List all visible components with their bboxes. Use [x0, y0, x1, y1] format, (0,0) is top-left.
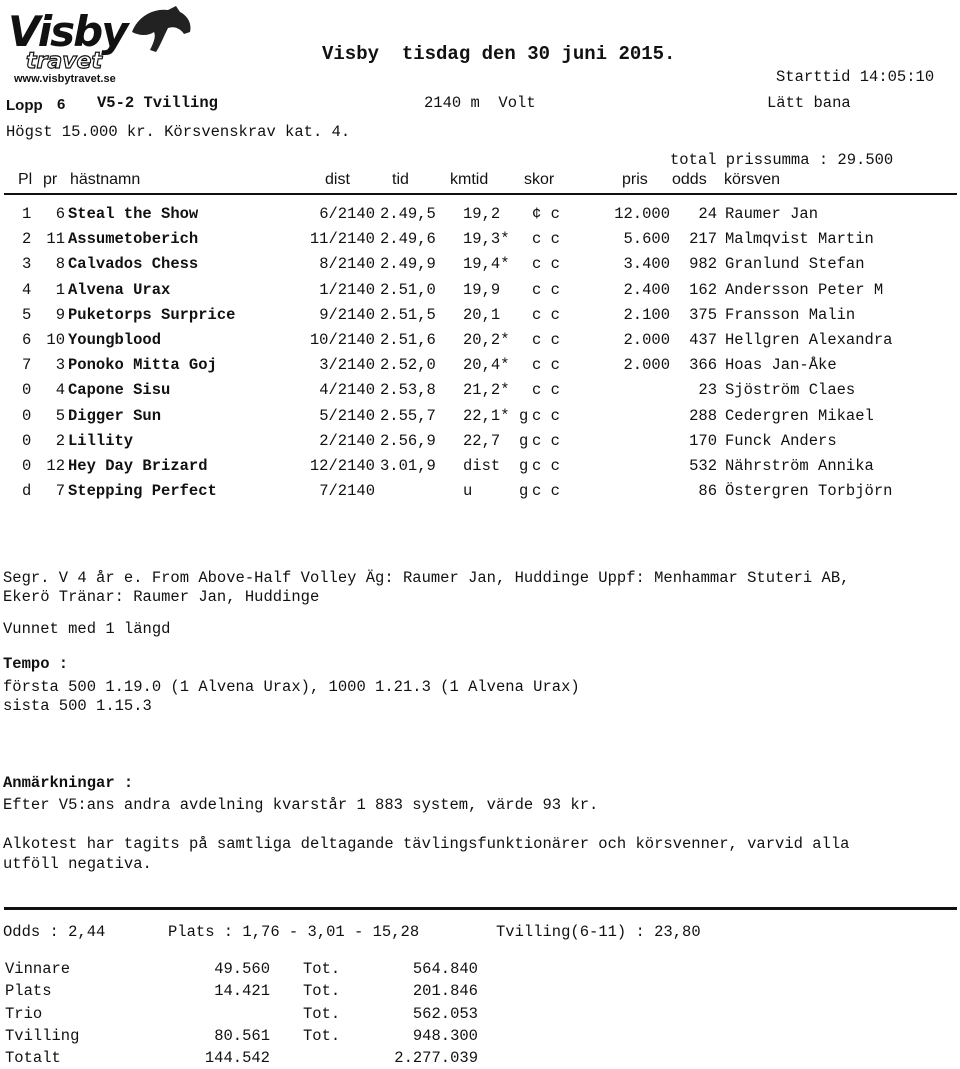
- tempo-heading: Tempo :: [3, 655, 69, 673]
- cell-driver: Hellgren Alexandra: [725, 331, 893, 349]
- cell-odds: 86: [698, 482, 717, 501]
- cell-pl: 0: [22, 406, 32, 425]
- track-condition: Lätt bana: [767, 94, 851, 112]
- turnover-total: 2.277.039: [394, 1049, 478, 1068]
- turnover-label: Tvilling: [5, 1026, 80, 1045]
- turnover-label: Totalt: [5, 1049, 61, 1068]
- cell-dist: 11/2140: [309, 230, 375, 249]
- cell-driver: Nährström Annika: [725, 457, 874, 475]
- turnover-tot-label: Tot.: [303, 982, 341, 1001]
- cell-pl: 6: [22, 331, 32, 349]
- cell-kmtid: 22,1*: [463, 406, 510, 425]
- cell-tid: 2.53,8: [380, 381, 436, 400]
- turnover-tot-label: Tot.: [303, 960, 341, 978]
- col-name: hästnamn: [70, 171, 141, 188]
- page-title: Visby tisdag den 30 juni 2015.: [322, 43, 676, 65]
- cell-skor: c c: [532, 255, 560, 274]
- cell-pr: 1: [55, 280, 65, 299]
- cell-pris: 3.400: [623, 255, 670, 274]
- table-row: [0, 381, 960, 401]
- cell-pl: 5: [22, 305, 32, 324]
- table-row: [0, 407, 960, 427]
- cell-odds: 170: [689, 431, 717, 450]
- cell-tid: 2.55,7: [380, 406, 436, 425]
- cell-name: Assumetoberich: [68, 230, 199, 249]
- cell-mark: g: [519, 482, 529, 501]
- cell-driver: Cedergren Mikael: [725, 406, 874, 425]
- col-odds: odds: [672, 171, 707, 188]
- race-conditions: Högst 15.000 kr. Körsvenskrav kat. 4.: [6, 123, 351, 141]
- turnover-tot-label: Tot.: [303, 1026, 341, 1045]
- cell-pr: 4: [55, 381, 65, 400]
- table-row: [0, 281, 960, 301]
- cell-driver: Funck Anders: [725, 431, 837, 450]
- cell-tid: 2.49,6: [380, 230, 436, 249]
- cell-dist: 3/2140: [319, 356, 375, 375]
- cell-pris: 12.000: [614, 205, 670, 223]
- cell-pr: 2: [55, 431, 65, 450]
- remarks-line2: Alkotest har tagits på samtliga deltagande tävlingsfunktionärer och körsvenner, varvid alla: [3, 835, 850, 853]
- cell-pl: 0: [22, 431, 32, 450]
- table-row: [0, 331, 960, 351]
- cell-kmtid: 19,4*: [463, 255, 510, 274]
- cell-dist: 5/2140: [319, 406, 375, 425]
- tempo-line2: sista 500 1.15.3: [3, 697, 152, 715]
- cell-kmtid: 19,9: [463, 280, 501, 299]
- table-row: [0, 432, 960, 452]
- cell-skor: c c: [532, 482, 560, 501]
- cell-pl: 7: [22, 356, 32, 375]
- cell-driver: Sjöström Claes: [725, 381, 856, 400]
- cell-name: Ponoko Mitta Goj: [68, 356, 217, 375]
- cell-driver: Granlund Stefan: [725, 255, 865, 274]
- race-distance: 2140 m Volt: [424, 94, 536, 112]
- cell-pl: d: [22, 482, 32, 501]
- cell-kmtid: dist: [463, 457, 501, 475]
- cell-kmtid: 19,2: [463, 205, 501, 223]
- logo-url-text: www.visbytravet.se: [14, 73, 116, 85]
- cell-skor: c c: [532, 356, 560, 375]
- cell-tid: 2.49,9: [380, 255, 436, 274]
- race-type: V5-2 Tvilling: [97, 94, 218, 112]
- col-dist: dist: [325, 171, 350, 188]
- cell-skor: c c: [532, 280, 560, 299]
- odds-divider: [4, 907, 957, 910]
- col-pl: Pl: [18, 171, 33, 188]
- odds-plats: Plats : 1,76 - 3,01 - 15,28: [168, 923, 420, 941]
- cell-pr: 6: [55, 205, 65, 223]
- cell-tid: 2.51,5: [380, 305, 436, 324]
- turnover-label: Vinnare: [5, 960, 71, 978]
- remarks-line1: Efter V5:ans andra avdelning kvarstår 1 883 system, värde 93 kr.: [3, 796, 599, 814]
- turnover-amount: 49.560: [214, 960, 270, 978]
- cell-skor: c c: [532, 457, 560, 475]
- turnover-row: [0, 1049, 960, 1069]
- turnover-total: 564.840: [412, 960, 478, 978]
- cell-odds: 288: [689, 406, 717, 425]
- cell-skor: c c: [532, 331, 560, 349]
- turnover-amount: 14.421: [214, 982, 270, 1001]
- cell-pl: 4: [22, 280, 32, 299]
- winning-margin: Vunnet med 1 längd: [3, 620, 171, 638]
- turnover-label: Plats: [5, 982, 52, 1001]
- cell-skor: c c: [532, 431, 560, 450]
- cell-name: Lillity: [68, 431, 134, 450]
- lopp-number: 6: [57, 96, 66, 113]
- cell-name: Digger Sun: [68, 406, 162, 425]
- cell-dist: 7/2140: [319, 482, 375, 501]
- cell-tid: 2.49,5: [380, 205, 436, 223]
- turnover-label: Trio: [5, 1004, 43, 1023]
- cell-driver: Östergren Torbjörn: [725, 482, 893, 501]
- visbytravet-logo: [4, 2, 194, 86]
- winner-info-line2: Ekerö Tränar: Raumer Jan, Huddinge: [3, 588, 320, 606]
- turnover-row: [0, 960, 960, 980]
- cell-dist: 8/2140: [319, 255, 375, 274]
- cell-mark: g: [519, 406, 529, 425]
- cell-pr: 3: [55, 356, 65, 375]
- cell-kmtid: 21,2*: [463, 381, 510, 400]
- cell-name: Youngblood: [68, 331, 162, 349]
- cell-pr: 11: [46, 230, 65, 249]
- table-row: [0, 255, 960, 275]
- turnover-total: 201.846: [412, 982, 478, 1001]
- remarks-heading: Anmärkningar :: [3, 774, 134, 792]
- total-prize: total prissumma : 29.500: [670, 151, 894, 169]
- cell-kmtid: 19,3*: [463, 230, 510, 249]
- cell-skor: c c: [532, 406, 560, 425]
- cell-odds: 532: [689, 457, 717, 475]
- table-row: [0, 356, 960, 376]
- cell-pr: 12: [46, 457, 65, 475]
- cell-pris: 2.000: [623, 356, 670, 375]
- cell-pl: 0: [22, 381, 32, 400]
- cell-kmtid: 20,1: [463, 305, 501, 324]
- cell-pr: 8: [55, 255, 65, 274]
- table-row: [0, 230, 960, 250]
- cell-driver: Hoas Jan-Åke: [725, 356, 837, 375]
- turnover-total: 562.053: [412, 1004, 478, 1023]
- cell-name: Alvena Urax: [68, 280, 171, 299]
- cell-dist: 12/2140: [309, 457, 375, 475]
- cell-odds: 375: [689, 305, 717, 324]
- tempo-line1: första 500 1.19.0 (1 Alvena Urax), 1000 1.21.3 (1 Alvena Urax): [3, 678, 580, 696]
- cell-pl: 3: [22, 255, 32, 274]
- cell-odds: 982: [689, 255, 717, 274]
- cell-driver: Malmqvist Martin: [725, 230, 874, 249]
- cell-tid: 2.51,6: [380, 331, 436, 349]
- turnover-amount: 80.561: [214, 1026, 270, 1045]
- table-row: [0, 482, 960, 502]
- cell-mark: g: [519, 431, 529, 450]
- cell-kmtid: 20,2*: [463, 331, 510, 349]
- col-kmtid: kmtid: [450, 171, 489, 188]
- table-row: [0, 457, 960, 477]
- turnover-tot-label: Tot.: [303, 1004, 341, 1023]
- turnover-row: [0, 982, 960, 1002]
- col-pris: pris: [622, 171, 648, 188]
- cell-pris: 5.600: [623, 230, 670, 249]
- cell-mark: g: [519, 457, 529, 475]
- cell-dist: 6/2140: [319, 205, 375, 223]
- cell-kmtid: 20,4*: [463, 356, 510, 375]
- cell-kmtid: u: [463, 482, 473, 501]
- cell-tid: 2.51,0: [380, 280, 436, 299]
- cell-pris: 2.400: [623, 280, 670, 299]
- cell-odds: 23: [698, 381, 717, 400]
- cell-name: Capone Sisu: [68, 381, 171, 400]
- cell-dist: 1/2140: [319, 280, 375, 299]
- odds-win: Odds : 2,44: [3, 923, 106, 941]
- cell-pl: 2: [22, 230, 32, 249]
- cell-pris: 2.000: [623, 331, 670, 349]
- cell-driver: Raumer Jan: [725, 205, 819, 223]
- cell-name: Calvados Chess: [68, 255, 199, 274]
- cell-pl: 1: [22, 205, 32, 223]
- cell-kmtid: 22,7: [463, 431, 501, 450]
- header-divider: [4, 193, 957, 195]
- col-pr: pr: [43, 171, 58, 188]
- cell-tid: 2.52,0: [380, 356, 436, 375]
- cell-name: Puketorps Surprice: [68, 305, 236, 324]
- winner-info-line1: Segr. V 4 år e. From Above-Half Volley Äg: Raumer Jan, Huddinge Uppf: Menhammar Stuteri AB,: [3, 569, 850, 587]
- logo-travet-text: travet: [26, 49, 102, 74]
- remarks-line3: utföll negativa.: [3, 855, 152, 873]
- cell-dist: 10/2140: [309, 331, 375, 349]
- cell-name: Hey Day Brizard: [68, 457, 208, 475]
- cell-odds: 437: [689, 331, 717, 349]
- cell-pr: 10: [46, 331, 65, 349]
- cell-pris: 2.100: [623, 305, 670, 324]
- cell-driver: Fransson Malin: [725, 305, 856, 324]
- table-row: [0, 205, 960, 225]
- cell-pl: 0: [22, 457, 32, 475]
- turnover-row: [0, 1005, 960, 1025]
- col-driver: körsven: [724, 171, 781, 188]
- cell-skor: c c: [532, 305, 560, 324]
- table-header: [0, 171, 960, 191]
- cell-odds: 217: [689, 230, 717, 249]
- cell-driver: Andersson Peter M: [725, 280, 884, 299]
- cell-odds: 162: [689, 280, 717, 299]
- cell-pr: 9: [55, 305, 65, 324]
- turnover-row: [0, 1027, 960, 1047]
- cell-dist: 2/2140: [319, 431, 375, 450]
- logo-visby-text: Visby: [8, 7, 127, 56]
- cell-odds: 366: [689, 356, 717, 375]
- cell-skor: ¢ c: [532, 205, 560, 223]
- cell-dist: 9/2140: [319, 305, 375, 324]
- turnover-amount: 144.542: [204, 1049, 270, 1068]
- cell-name: Stepping Perfect: [68, 482, 217, 501]
- turnover-total: 948.300: [412, 1026, 478, 1045]
- cell-name: Steal the Show: [68, 205, 199, 223]
- start-time: Starttid 14:05:10: [776, 68, 935, 86]
- cell-tid: 3.01,9: [380, 457, 436, 475]
- cell-tid: 2.56,9: [380, 431, 436, 450]
- cell-dist: 4/2140: [319, 381, 375, 400]
- col-tid: tid: [392, 171, 409, 188]
- horse-logo-icon: [4, 2, 194, 86]
- cell-skor: c c: [532, 230, 560, 249]
- cell-skor: c c: [532, 381, 560, 400]
- cell-odds: 24: [698, 205, 717, 223]
- col-skor: skor: [524, 171, 555, 188]
- lopp-label: Lopp: [6, 97, 43, 114]
- cell-pr: 5: [55, 406, 65, 425]
- odds-tvilling: Tvilling(6-11) : 23,80: [496, 923, 701, 941]
- cell-pr: 7: [55, 482, 65, 501]
- table-row: [0, 306, 960, 326]
